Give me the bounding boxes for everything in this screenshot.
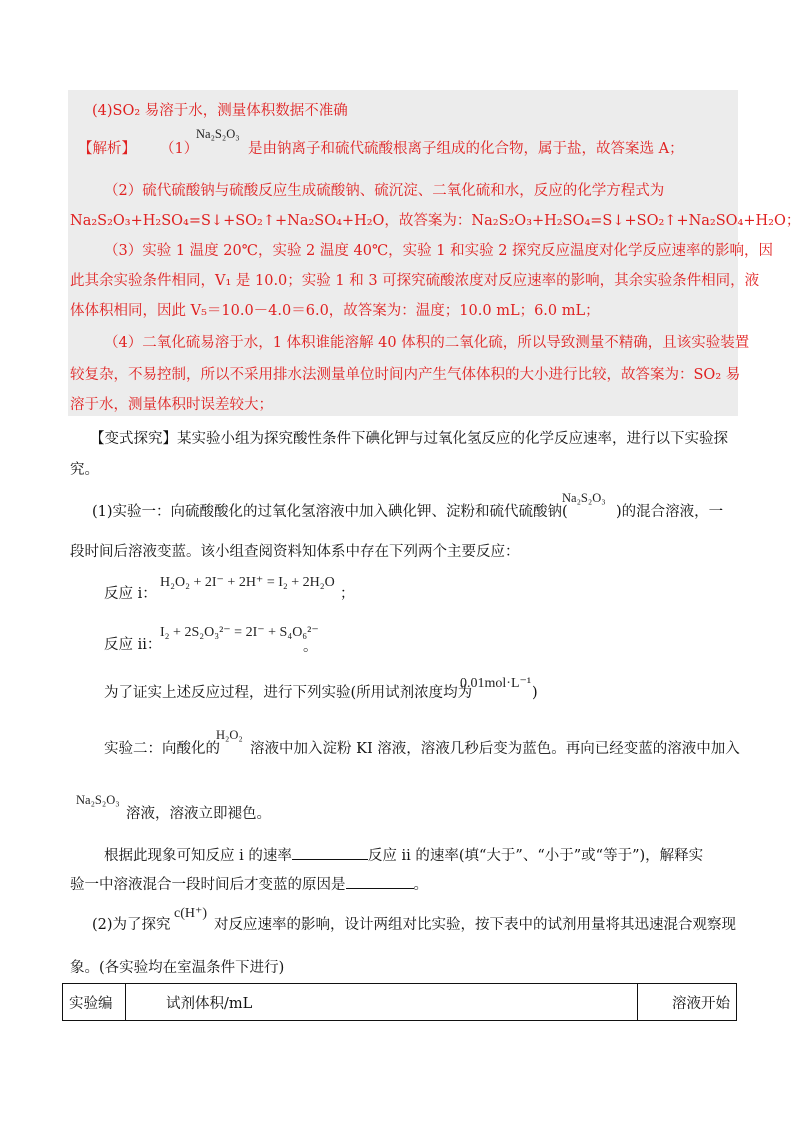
answer-blank-2[interactable] bbox=[346, 874, 414, 889]
reaction-2-end: 。 bbox=[303, 639, 318, 655]
question1-line-2 bbox=[70, 874, 428, 894]
table-header-row bbox=[63, 984, 737, 1021]
variant-intro-line-2: 究。 bbox=[70, 462, 99, 478]
verify-end: ) bbox=[532, 685, 538, 701]
variant-intro-line-1: 【变式探究】某实验小组为探究酸性条件下碘化钾与过氧化氢反应的化学反应速率，进行以下实验探 bbox=[90, 431, 728, 447]
exp1-line-2: 段时间后溶液变蓝。该小组查阅资料知体系中存在下列两个主要反应： bbox=[70, 544, 520, 560]
part4-line-3: 溶于水，测量体积时误差较大； bbox=[70, 397, 273, 413]
exp1-text-b: )的混合溶液，一 bbox=[616, 504, 724, 520]
exp1-text-a: (1)实验一：向硫酸酸化的过氧化氢溶液中加入碘化钾、淀粉和硫代硫酸钠( bbox=[92, 504, 568, 520]
answer-blank-1[interactable] bbox=[292, 845, 368, 860]
question1-text-c: 验一中溶液混合一段时间后才变蓝的原因是 bbox=[70, 877, 346, 893]
exp2-formula: H₂O₂ bbox=[216, 728, 243, 742]
h-ion-concentration: c(H⁺) bbox=[174, 906, 208, 921]
analysis-tag: 【解析】 bbox=[78, 141, 136, 157]
reaction-1-end: ； bbox=[340, 586, 355, 602]
part1-text: 是由钠离子和硫代硫酸根离子组成的化合物，属于盐，故答案选 A； bbox=[248, 141, 684, 157]
reaction-2-equation: I₂ + 2S₂O₃²⁻ = 2I⁻ + S₄O₆²⁻ bbox=[160, 625, 319, 640]
question2-text-b: 对反应速率的影响，设计两组对比实验，按下表中的试剂用量将其迅速混合观察现 bbox=[214, 917, 736, 933]
question2-text-a: (2)为了探究 bbox=[92, 917, 171, 933]
concentration-formula: 0.01mol·L⁻¹ bbox=[460, 676, 532, 691]
part2-line-1: （2）硫代硫酸钠与硫酸反应生成硫酸钠、硫沉淀、二氧化硫和水，反应的化学方程式为 bbox=[104, 183, 665, 199]
question1-text-a: 根据此现象可知反应 i 的速率 bbox=[104, 848, 292, 864]
question2-line-2: 象。(各实验均在室温条件下进行) bbox=[70, 960, 285, 976]
reaction-1-label: 反应 i： bbox=[104, 586, 157, 602]
exp2-text-c: 溶液，溶液立即褪色。 bbox=[126, 806, 271, 822]
question1-line-1 bbox=[104, 845, 703, 865]
reagent-table bbox=[62, 983, 737, 1021]
question1-text-d: 。 bbox=[413, 877, 428, 893]
part2-line-2: Na₂S₂O₃+H₂SO₄=S↓+SO₂↑+Na₂SO₄+H₂O，故答案为：Na₂S₂O₃+H₂SO₄=S↓+SO₂↑+Na₂SO₄+H₂O； bbox=[70, 213, 800, 229]
part3-line-3: 体体积相同，因此 V₅＝10.0－4.0＝6.0，故答案为：温度；10.0 mL；6.0 mL； bbox=[70, 303, 600, 319]
reaction-1-equation: H₂O₂ + 2I⁻ + 2H⁺ = I₂ + 2H₂O bbox=[160, 575, 335, 590]
exp2-text-a: 实验二：向酸化的 bbox=[104, 741, 220, 757]
exp1-formula: Na₂S₂O₃ bbox=[562, 491, 606, 505]
verify-text: 为了证实上述反应过程，进行下列实验(所用试剂浓度均为 bbox=[104, 685, 473, 701]
part1-number: （1） bbox=[160, 141, 199, 157]
exp2-text-b: 溶液中加入淀粉 KI 溶液，溶液几秒后变为蓝色。再向已经变蓝的溶液中加入 bbox=[250, 741, 740, 757]
table-header-solution-start: 溶液开始 bbox=[638, 984, 737, 1021]
table-header-experiment: 实验编 bbox=[63, 984, 126, 1021]
part3-line-1: （3）实验 1 温度 20℃，实验 2 温度 40℃，实验 1 和实验 2 探究反应温度对化学反应速率的影响，因 bbox=[104, 243, 774, 259]
part4-line-1: （4）二氧化硫易溶于水，1 体积谁能溶解 40 体积的二氧化硫，所以导致测量不精确，且该实验装置 bbox=[104, 335, 750, 351]
reaction-2-label: 反应 ii： bbox=[104, 637, 162, 653]
part4-line-2: 较复杂，不易控制，所以不采用排水法测量单位时间内产生气体体积的大小进行比较，故答案为：SO₂ 易 bbox=[70, 367, 741, 383]
answer-line-4: (4)SO₂ 易溶于水，测量体积数据不准确 bbox=[92, 103, 348, 119]
table-header-reagent-volume: 试剂体积/mL bbox=[126, 984, 638, 1021]
exp2-formula-2: Na₂S₂O₃ bbox=[76, 793, 120, 807]
part3-line-2: 此其余实验条件相同，V₁ 是 10.0；实验 1 和 3 可探究硫酸浓度对反应速率的影响，其余实验条件相同，液 bbox=[70, 273, 760, 289]
question1-text-b: 反应 ii 的速率(填“大于”、“小于”或“等于”)，解释实 bbox=[367, 848, 704, 864]
part1-formula: Na₂S₂O₃ bbox=[196, 127, 240, 141]
